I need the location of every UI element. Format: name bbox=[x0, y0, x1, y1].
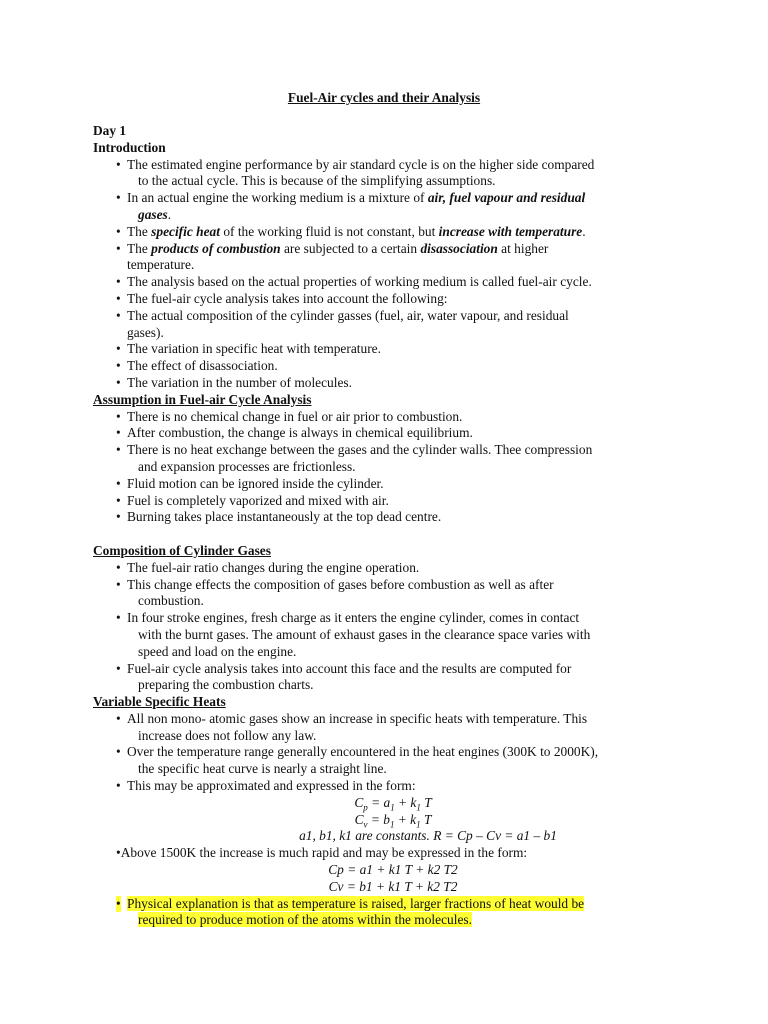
list-item: • In an actual engine the working medium is a mixture of air, fuel vapour and residual gases. bbox=[116, 190, 586, 222]
list-item: • The analysis based on the actual properties of working medium is called fuel-air cycle. bbox=[116, 274, 592, 290]
list-item: • The actual composition of the cylinder gasses (fuel, air, water vapour, and residual gases). bbox=[116, 307, 569, 340]
variable-list bbox=[93, 711, 693, 795]
equation-block-linear bbox=[93, 795, 693, 845]
page-title: Fuel-Air cycles and their Analysis bbox=[287, 90, 481, 105]
assumption-heading: Assumption in Fuel-air Cycle Analysis bbox=[93, 391, 312, 407]
list-item: • This change effects the composition of gases before combustion as well as after combustion. bbox=[116, 576, 554, 609]
list-item: • The fuel-air ratio changes during the engine operation. bbox=[116, 559, 420, 575]
equation-cp-quadratic: Cp = a1 + k1 T + k2 T2 bbox=[328, 862, 458, 878]
equation-cv: $C_v = b_1 + k_1$ T bbox=[354, 811, 432, 830]
list-item: • There is no chemical change in fuel or air prior to combustion. bbox=[116, 408, 463, 424]
list-item: • In four stroke engines, fresh charge as it enters the engine cylinder, comes in contact with the burnt gases. The amount of exhaust gases in the clearance space varies with speed and load on the engine. bbox=[116, 610, 591, 659]
list-item: • The specific heat of the working fluid is not constant, but increase with temperature. bbox=[116, 223, 586, 239]
list-item: • After combustion, the change is always in chemical equilibrium. bbox=[116, 425, 473, 441]
intro-heading: Introduction bbox=[93, 139, 166, 155]
document-body bbox=[93, 123, 693, 929]
composition-list bbox=[93, 560, 693, 694]
list-item: • The estimated engine performance by air standard cycle is on the higher side compared to the actual cycle. This is because of the simplifying assumptions. bbox=[116, 156, 595, 189]
list-item: • Over the temperature range generally encountered in the heat engines (300K to 2000K), the specific heat curve is nearly a straight line. bbox=[116, 744, 599, 777]
list-item: • This may be approximated and expressed in the form: bbox=[116, 778, 416, 794]
equation-constants: a1, b1, k1 are constants. R = Cp – Cv = a1 – b1 bbox=[299, 828, 557, 844]
equation-cv-quadratic: Cv = b1 + k1 T + k2 T2 bbox=[328, 878, 458, 894]
list-item: • Fluid motion can be ignored inside the cylinder. bbox=[116, 475, 384, 491]
intro-list bbox=[93, 157, 693, 392]
assumption-list bbox=[93, 409, 693, 527]
list-item: • The variation in specific heat with temperature. bbox=[116, 341, 381, 357]
list-item: • All non mono- atomic gases show an increase in specific heats with temperature. This increase does not follow any law. bbox=[116, 710, 588, 743]
variable-heading: Variable Specific Heats bbox=[93, 694, 226, 710]
list-item: • Fuel-air cycle analysis takes into account this face and the results are computed for preparing the combustion charts. bbox=[116, 660, 572, 693]
composition-heading: Composition of Cylinder Gases bbox=[93, 542, 271, 558]
list-item: • The variation in the number of molecules. bbox=[116, 374, 352, 390]
list-item: • Burning takes place instantaneously at the top dead centre. bbox=[116, 509, 442, 525]
list-item: • The effect of disassociation. bbox=[116, 358, 278, 374]
above-1500k-text: •Above 1500K the increase is much rapid and may be expressed in the form: bbox=[116, 845, 528, 861]
list-item: • Fuel is completely vaporized and mixed with air. bbox=[116, 492, 389, 508]
highlight-list bbox=[93, 896, 693, 930]
day-label: Day 1 bbox=[93, 123, 127, 138]
list-item: • The fuel-air cycle analysis takes into account the following: bbox=[116, 290, 448, 306]
equation-cp: $C_p = a_1 + k_1$ T bbox=[354, 794, 432, 813]
list-item: • The products of combustion are subjected to a certain disassociation at higher temperature. bbox=[116, 240, 549, 273]
equation-block-quadratic bbox=[93, 862, 693, 896]
list-item: • There is no heat exchange between the gases and the cylinder walls. Thee compression and expansion processes are frictionless. bbox=[116, 442, 593, 474]
highlighted-list-item: • Physical explanation is that as temperature is raised, larger fractions of heat would be required to produce motion of the atoms within the molecules. bbox=[116, 895, 585, 928]
